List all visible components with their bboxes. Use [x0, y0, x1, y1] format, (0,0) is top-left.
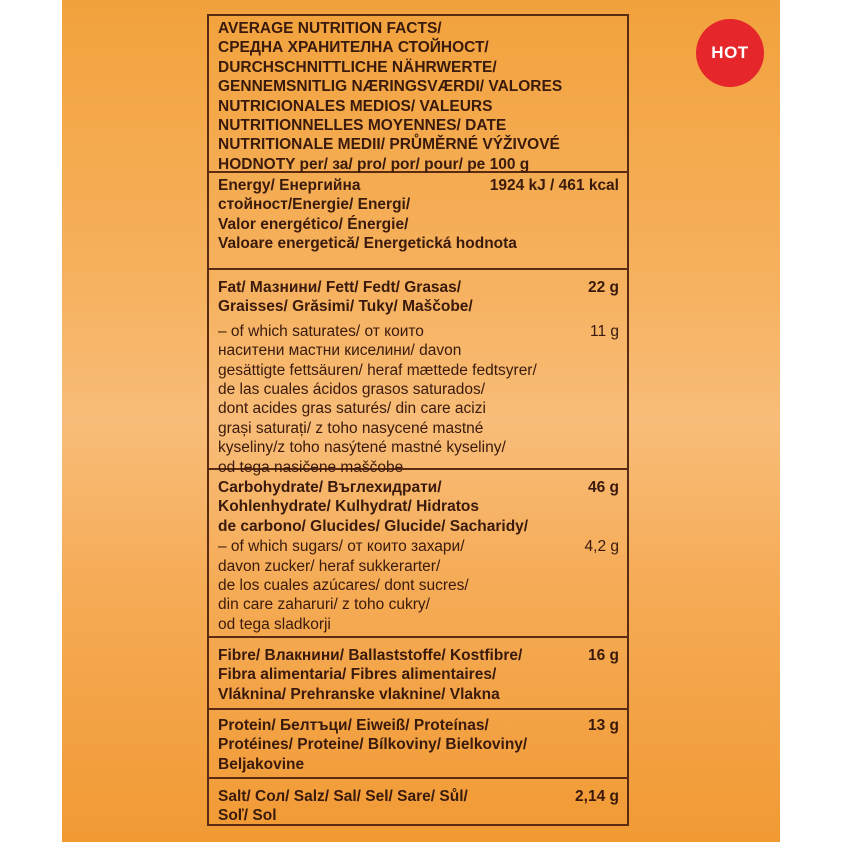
energy-label: Valoare energetică/ Energetická hodnota — [218, 235, 517, 253]
header-line: NUTRICIONALES MEDIOS/ VALEURS — [218, 97, 493, 115]
fibre-section — [209, 638, 627, 710]
protein-label: Protein/ Белтъци/ Eiweiß/ Proteínas/ — [218, 717, 489, 734]
fibre-value: 16 g — [587, 647, 619, 664]
fibre-label: Fibra alimentaria/ Fibres alimentaires/ — [218, 666, 497, 684]
saturates-label: наситени мастни киселини/ davon — [218, 342, 462, 360]
fat-section — [209, 270, 627, 476]
nutrition-table — [207, 14, 629, 826]
carbohydrate-label: Carbohydrate/ Въглехидрати/ — [218, 479, 442, 496]
fat-value: 22 g — [587, 279, 619, 296]
saturates-label: – of which saturates/ от които — [218, 322, 424, 340]
saturates-label: od tega nasičene maščobe — [218, 458, 404, 476]
fat-label: Graisses/ Grăsimi/ Tuky/ Maščobe/ — [218, 298, 473, 316]
protein-label: Beljakovine — [218, 755, 305, 773]
salt-section — [209, 779, 627, 826]
header-line: NUTRITIONALE MEDII/ PRŮMĚRNÉ VÝŽIVOVÉ — [218, 136, 560, 154]
hot-badge-label: HOT — [711, 43, 749, 62]
salt-value: 2,14 g — [575, 788, 619, 805]
sugars-label: – of which sugars/ от които захари/ — [218, 538, 465, 556]
energy-label: стойност/Energie/ Energi/ — [218, 196, 411, 214]
carbohydrate-section — [209, 470, 627, 638]
saturates-label: grași saturați/ z toho nasycené mastné — [218, 419, 484, 437]
header-line: СРЕДНА ХРАНИТЕЛНА СТОЙНОСТ/ — [218, 39, 489, 57]
carbohydrate-label: Kohlenhydrate/ Kulhydrat/ Hidratos — [218, 498, 479, 516]
sugars-label: de los cuales azúcares/ dont sucres/ — [218, 577, 469, 595]
fat-label: Fat/ Мазнини/ Fett/ Fedt/ Grasas/ — [218, 279, 462, 296]
saturates-value: 11 g — [589, 322, 619, 340]
saturates-label: kyseliny/z toho nasýtené mastné kyseliny/ — [218, 439, 506, 457]
hot-badge — [696, 19, 764, 87]
protein-section — [209, 710, 627, 779]
protein-value: 13 g — [587, 717, 619, 734]
sugars-label: od tega sladkorji — [218, 615, 331, 633]
sugars-value: 4,2 g — [584, 538, 619, 556]
saturates-label: dont acides gras saturés/ din care acizi — [218, 400, 486, 418]
saturates-label: gesättigte fettsäuren/ heraf mættede fedtsyrer/ — [218, 361, 537, 379]
energy-label: Valor energético/ Énergie/ — [218, 215, 409, 233]
saturates-label: de las cuales ácidos grasos saturados/ — [218, 381, 486, 399]
protein-label: Protéines/ Proteine/ Bílkoviny/ Bielkoviny/ — [218, 736, 528, 754]
header-line: HODNOTY per/ за/ pro/ por/ pour/ pe 100 g — [218, 155, 530, 173]
sugars-label: davon zucker/ heraf sukkerarter/ — [218, 557, 441, 575]
salt-label: Soľ/ Sol — [218, 807, 277, 825]
header-line: NUTRITIONNELLES MOYENNES/ DATE — [218, 117, 507, 135]
header-section — [209, 16, 627, 173]
carbohydrate-label: de carbono/ Glucides/ Glucide/ Sacharidy/ — [218, 517, 529, 535]
carbohydrate-value: 46 g — [587, 479, 619, 496]
energy-value: 1924 kJ / 461 kcal — [489, 177, 619, 194]
header-line: GENNEMSNITLIG NÆRINGSVÆRDI/ VALORES — [218, 78, 563, 96]
sugars-label: din care zaharuri/ z toho cukry/ — [218, 596, 430, 614]
salt-label: Salt/ Сол/ Salz/ Sal/ Sel/ Sare/ Sůl/ — [218, 788, 468, 805]
energy-label: Energy/ Енергийна — [218, 177, 361, 194]
header-line: DURCHSCHNITTLICHE NÄHRWERTE/ — [218, 58, 497, 76]
fibre-label: Fibre/ Влакнини/ Ballaststoffe/ Kostfibre/ — [218, 647, 523, 664]
header-line: AVERAGE NUTRITION FACTS/ — [218, 20, 442, 37]
energy-section — [209, 173, 627, 270]
fibre-label: Vláknina/ Prehranske vlaknine/ Vlakna — [218, 685, 500, 703]
